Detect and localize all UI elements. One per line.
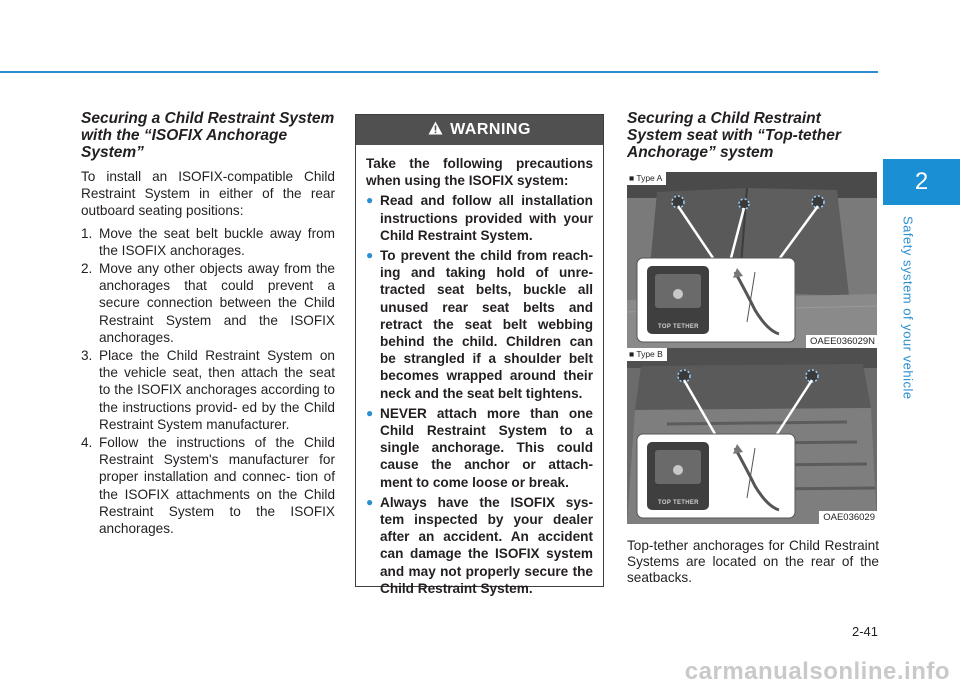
bullet-icon: ● (366, 494, 374, 509)
figure-b-tether-label: TOP TETHER (658, 500, 699, 506)
warning-item: ● NEVER attach more than one Child Restraint System to a single anchorage. This could cause the anchor or attach- ment to come loose or break. (366, 405, 593, 490)
type-b-cargo-illustration (627, 348, 877, 524)
warning-intro: Take the following precautions when using the ISOFIX system: (366, 156, 593, 189)
bullet-icon: ● (366, 193, 374, 208)
page-number: 2-41 (851, 624, 878, 639)
warning-item: ● Always have the ISOFIX sys- tem inspected by your dealer after an accident. An accident can damage the ISOFIX system and may not properly secure the Child Restraint System. (366, 494, 593, 596)
figure-type-a (627, 172, 877, 350)
warning-list (356, 192, 603, 597)
isofix-section-heading: Securing a Child Restraint System with the “ISOFIX Anchorage System” (81, 110, 335, 161)
isofix-intro: To install an ISOFIX-compatible Child Restraint System in either of the rear outboard seating positions: (81, 169, 335, 219)
warning-header (356, 115, 603, 145)
bullet-icon: ● (366, 248, 374, 263)
right-column (627, 110, 879, 165)
step-item: 4. Follow the instructions of the Child Restraint System's manufacturer for proper installation and connec- tion of the ISOFIX attachments on the Child Restraint System to the ISOFIX anchorages. (81, 435, 335, 537)
chapter-tab[interactable] (883, 159, 960, 205)
top-tether-section-heading: Securing a Child Restraint System seat with “Top-tether Anchorage” system (627, 110, 841, 161)
warning-box (355, 114, 604, 596)
left-column (81, 110, 335, 538)
top-tether-caption: Top-tether anchorages for Child Restraint Systems are located on the rear of the seatbacks. (627, 538, 879, 585)
step-item: 3. Place the Child Restraint System on the vehicle seat, then attach the seat to the ISOFIX anchorages according to the instructions provid- ed by the Child Restraint System manufacturer. (81, 348, 335, 432)
warning-title: WARNING (450, 121, 531, 138)
warning-item: ● To prevent the child from reach- ing and taking hold of unre- tracted seat belts, buckle all unused rear seat belts and retract the seat belt webbing behind the child. Children can be strangled if a shoulder belt becomes wrapped around their neck and the seat belt tightens. (366, 248, 593, 401)
warning-item: ● Read and follow all installation instructions provided with your Child Restraint System. (366, 193, 593, 243)
figure-b-code: OAE036029 (819, 511, 877, 524)
bullet-icon: ● (366, 405, 374, 420)
chapter-title-vertical: Safety system of your vehicle (900, 216, 916, 400)
figure-a-label: ■ Type A (627, 172, 666, 185)
warning-triangle-icon (428, 121, 443, 140)
header-rule (0, 71, 878, 73)
figure-b-label: ■ Type B (627, 348, 667, 361)
watermark: carmanualsonline.info (684, 658, 950, 685)
figure-type-b (627, 348, 877, 524)
step-item: 2. Move any other objects away from the anchorages that could prevent a secure connection between the Child Restraint System and the ISOFIX anchorages. (81, 261, 335, 345)
step-item: 1. Move the seat belt buckle away from the ISOFIX anchorages. (81, 225, 335, 258)
figure-a-tether-label: TOP TETHER (658, 324, 699, 330)
figure-a-code: OAEE036029N (806, 335, 877, 348)
isofix-steps (81, 225, 335, 538)
chapter-number: 2 (914, 168, 929, 195)
